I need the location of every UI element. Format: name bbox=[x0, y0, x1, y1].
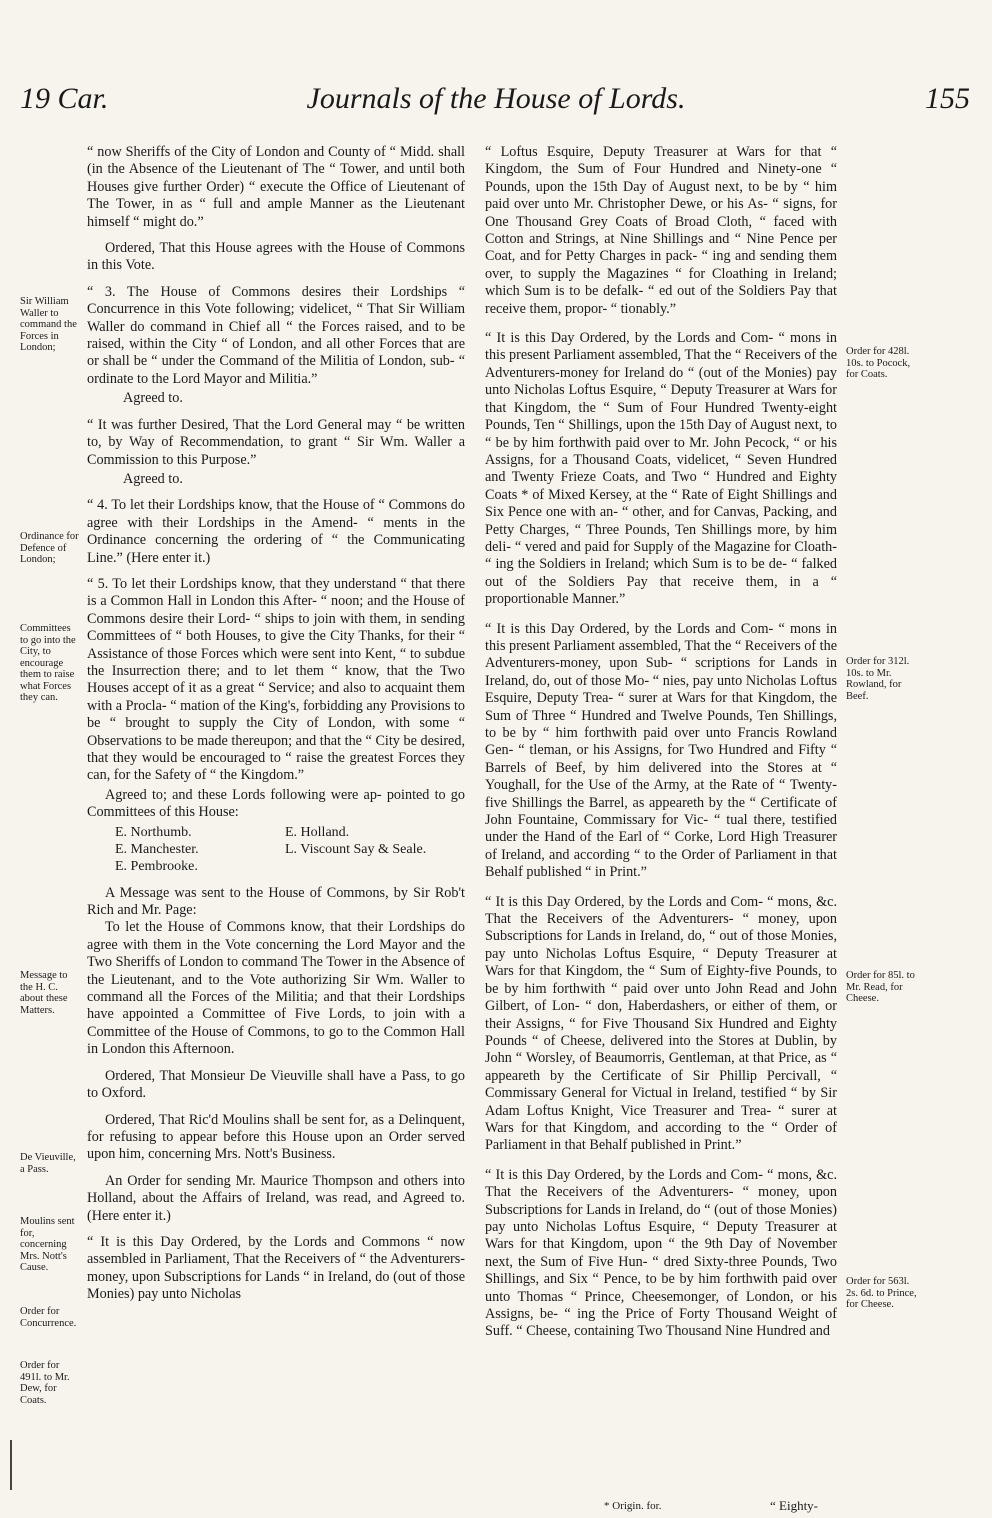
margin-rule bbox=[10, 1440, 12, 1490]
paragraph: “ 4. To let their Lordships know, that the House of “ Commons do agree with their Lordships in the Amend- “ ments in the Ordinance concerning the ordering of “ the Communicating Line.” (Here enter it.) bbox=[87, 497, 465, 566]
paragraph: Agreed to. bbox=[123, 470, 183, 487]
margin-note: De Vieuville, a Pass. bbox=[20, 1152, 76, 1175]
lord-name: E. Pembrooke. bbox=[115, 858, 198, 874]
lord-name: E. Northumb. bbox=[115, 824, 192, 840]
paragraph: “ It was further Desired, That the Lord General may “ be written to, by Way of Recommendation, to grant “ Sir Wm. Waller a Commission to this Purpose.” bbox=[87, 416, 465, 468]
paragraph: “ It is this Day Ordered, by the Lords and Com- “ mons in this present Parliament assembled, That the “ Receivers of the Adventurers-money for Ireland do “ (out of the Monies) pay unto Nicholas Loftus Esquire, “ Deputy Treasurer at Wars for that Kingdom, the “ Sum of Four Hundred Twenty-eight Pounds, Ten “ Shillings, upon the 15th Day of August next, to “ be by him forthwith paid over to Mr. John Pecock, “ or his Assigns, for a Thousand Coats, videlicet, “ Seven Hundred and Twenty Frieze Coats, and Two “ Hundred and Eighty Coats * of Mixed Kersey, at the “ Rate of Eight Shillings and Six Pence one with an- “ other, and for Canvas, Packing, and Petty Charges, “ Three Pounds, Ten Shillings more, by him deli- “ vered and paid for Supply of the Magazine for Cloath- “ ing the Soldiers in Ireland; which Sum is to be de- “ falked out of the Soldiers Pay that receive them, in a “ proportionable Manner.” bbox=[485, 330, 837, 608]
footnote: * Origin. for. bbox=[604, 1500, 662, 1512]
page-number: 155 bbox=[925, 82, 970, 115]
lord-name bbox=[285, 858, 475, 875]
paragraph: “ 3. The House of Commons desires their Lordships “ Concurrence in this Vote following; videlicet, “ That Sir William Waller do command in Chief all “ the Forces raised, and to be raised, within the City “ of London, and all other Forces that are or shall be “ under the Command of the Militia of London, sub- “ ordinate to the Lord Mayor and Militia.” bbox=[87, 283, 465, 387]
paragraph: Ordered, That Ric'd Moulins shall be sent for, as a Delinquent, for refusing to appear before this House upon an Order served upon him, concerning Mrs. Nott's Business. bbox=[87, 1111, 465, 1163]
left-column bbox=[87, 144, 465, 1313]
margin-note: Order for 563l. 2s. 6d. to Prince, for Cheese. bbox=[846, 1276, 917, 1310]
lord-name: E. Manchester. bbox=[115, 841, 199, 857]
committee-lords-list bbox=[115, 824, 465, 875]
paragraph: “ now Sheriffs of the City of London and County of “ Midd. shall (in the Absence of the Lieutenant of The “ Tower, and until both Houses give further Order) “ execute the Office of Lieutenant of The Tower, in as “ full and ample Manner as the Lieutenant himself “ might do.” bbox=[87, 144, 465, 230]
margin-note: Message to the H. C. about these Matters. bbox=[20, 970, 68, 1016]
paragraph: An Order for sending Mr. Maurice Thompson and others into Holland, about the Affairs of Ireland, was read, and Agreed to. (Here enter it.) bbox=[87, 1172, 465, 1224]
paragraph: “ 5. To let their Lordships know, that they understand “ that there is a Common Hall in London this After- “ noon; and the House of Commons desire their Lord- “ ships to join with them, in sending Committees of “ both Houses, to give the City Thanks, for their “ Assistance of those Forces which were sent into Kent, “ to subdue the Insurrection there; and to let them “ know, that the Two Houses accept of it as a great “ Service; and also to acquaint them with a Procla- “ mation of the King's, forbidding any Provisions to be “ brought to supply the City of London, with some “ Observations to be made thereupon; and that the “ City be desired, that they would be encouraged to “ raise the greatest Forces they can, for the Safety of “ the Kingdom.” bbox=[87, 575, 465, 784]
regnal-year: 19 Car. bbox=[20, 82, 109, 115]
margin-note: Order for 85l. to Mr. Read, for Cheese. bbox=[846, 970, 915, 1004]
paragraph: Ordered, That Monsieur De Vieuville shall have a Pass, to go to Oxford. bbox=[87, 1067, 465, 1102]
paragraph: Agreed to. bbox=[123, 390, 183, 407]
paragraph: “ It is this Day Ordered, by the Lords and Com- “ mons, &c. That the Receivers of the Adventurers- “ money, upon Subscriptions for Lands in Ireland, do, “ out of those Monies, pay unto Nicholas Loftus Esquire, “ Deputy Treasurer at Wars for that Kingdom, the “ Sum of Eighty-five Pounds, to be by him forthwith “ paid over unto John Read and John Gilbert, of Lon- “ don, Haberdashers, or either of them, or their Assigns, “ for Five Thousand Six Hundred and Eighty Pounds “ of Cheese, delivered into the Stores at Dublin, by John “ Worsley, of Beaumorris, Gentleman, at that Price, as “ appeareth by the Certificate of Sir Phillip Percivall, “ Commissary General for Victual in Ireland, testified “ by Sir Adam Loftus Knight, Vice Treasurer and Trea- “ surer at Wars for that Kingdom, and according to the “ Order of Parliament in that Behalf published in Print.” bbox=[485, 893, 837, 1154]
paragraph: A Message was sent to the House of Commons, by Sir Rob't Rich and Mr. Page: bbox=[87, 884, 465, 919]
paragraph: Agreed to; and these Lords following were ap- pointed to go Committees of this House: bbox=[87, 786, 465, 821]
paragraph: “ Loftus Esquire, Deputy Treasurer at Wars for that “ Kingdom, the Sum of Four Hundred and Ninety-one “ Pounds, upon the 15th Day of August next, to be by “ him paid over unto Mr. Christopher Dewe, or his As- “ signs, for One Thousand Grey Coats of Broad Cloth, “ faced with Cotton and Strings, at Nine Shillings and “ Nine Pence per Coat, and for Petty Charges in pack- “ ing and sending them over, to supply the Magazines “ for Cloathing in Ireland; which Sum is to be defalk- “ ed out of the Soldiers Pay that receive them, propor- “ tionably.” bbox=[485, 144, 837, 317]
paragraph: “ It is this Day Ordered, by the Lords and Com- “ mons, &c. That the Receivers of the Adventurers- “ money, upon Subscriptions for Lands in Ireland, do “ (out of those Monies) pay unto Nicholas Loftus Esquire, “ Deputy Treasurer at Wars for that Kingdom, upon “ the 9th Day of November next, the Sum of Five Hun- “ dred Sixty-three Pounds, Two Shillings, and Six “ Pence, to be by him forthwith paid over unto Thomas “ Prince, Cheesemonger, of London, or his Assigns, be- “ ing the Price of Forty Thousand Weight of Suff. “ Cheese, containing Two Thousand Nine Hundred and bbox=[485, 1166, 837, 1340]
margin-note: Ordinance for Defence of London; bbox=[20, 531, 79, 565]
page-title: Journals of the House of Lords. bbox=[306, 82, 686, 115]
margin-note: Sir William Waller to command the Forces in London; bbox=[20, 296, 77, 353]
lord-name: E. Holland. bbox=[285, 824, 350, 840]
page-header bbox=[0, 82, 992, 128]
paragraph: “ It is this Day Ordered, by the Lords and Com- “ mons in this present Parliament assembled, That the “ Receivers of the Adventurers-money, upon Sub- “ scriptions for Lands in Ireland, do, out of those Mo- “ nies, pay unto Nicholas Loftus Esquire, Deputy Trea- “ surer at Wars for that Kingdom, the Sum of Three “ Hundred and Twelve Pounds, Ten Shillings, to be by “ him forthwith paid over unto Francis Rowland Gen- “ tleman, or his Assigns, for Two Hundred and Fifty “ Barrels of Beef, by him delivered into the Stores at “ Youghall, for the Use of the Army, at the Rate of “ Twenty-five Shillings the Barrel, as appeareth by the “ Certificate of John Fountaine, Commissary for Vic- “ tual there, testified under the Hand of the Earl of “ Corke, Lord High Treasurer of Ireland, and according “ to the Order of Parliament in that Behalf published “ in Print.” bbox=[485, 620, 837, 881]
paragraph: “ It is this Day Ordered, by the Lords and Commons “ now assembled in Parliament, That the Receivers of “ the Adventurers-money, upon Subscriptions for Lands “ in Ireland, do (out of those Monies) pay unto Nicholas bbox=[87, 1233, 465, 1303]
margin-note: Order for Concurrence. bbox=[20, 1306, 77, 1329]
right-column bbox=[485, 144, 837, 1350]
catchword: “ Eighty- bbox=[770, 1498, 819, 1513]
margin-note: Order for 312l. 10s. to Mr. Rowland, for Beef. bbox=[846, 656, 910, 702]
margin-note: Order for 428l. 10s. to Pocock, for Coats. bbox=[846, 346, 911, 380]
margin-note: Order for 491l. to Mr. Dew, for Coats. bbox=[20, 1360, 70, 1406]
margin-note: Moulins sent for, concerning Mrs. Nott's Cause. bbox=[20, 1216, 75, 1273]
lord-name: L. Viscount Say & Seale. bbox=[285, 841, 427, 857]
paragraph: Ordered, That this House agrees with the House of Commons in this Vote. bbox=[87, 240, 465, 274]
paragraph: To let the House of Commons know, that their Lordships do agree with them in the Vote concerning the Lord Mayor and the Two Sheriffs of London to command The Tower in the Absence of the Lieutenant, and to the Vote authorizing Sir Wm. Waller to command all the Forces of the Militia; and that their Lordships have appointed a Committee of Five Lords, to join with a Committee of the House of Commons, to go to the Common Hall in London this Afternoon. bbox=[87, 919, 465, 1058]
margin-note: Committees to go into the City, to encourage them to raise what Forces they can. bbox=[20, 623, 76, 703]
